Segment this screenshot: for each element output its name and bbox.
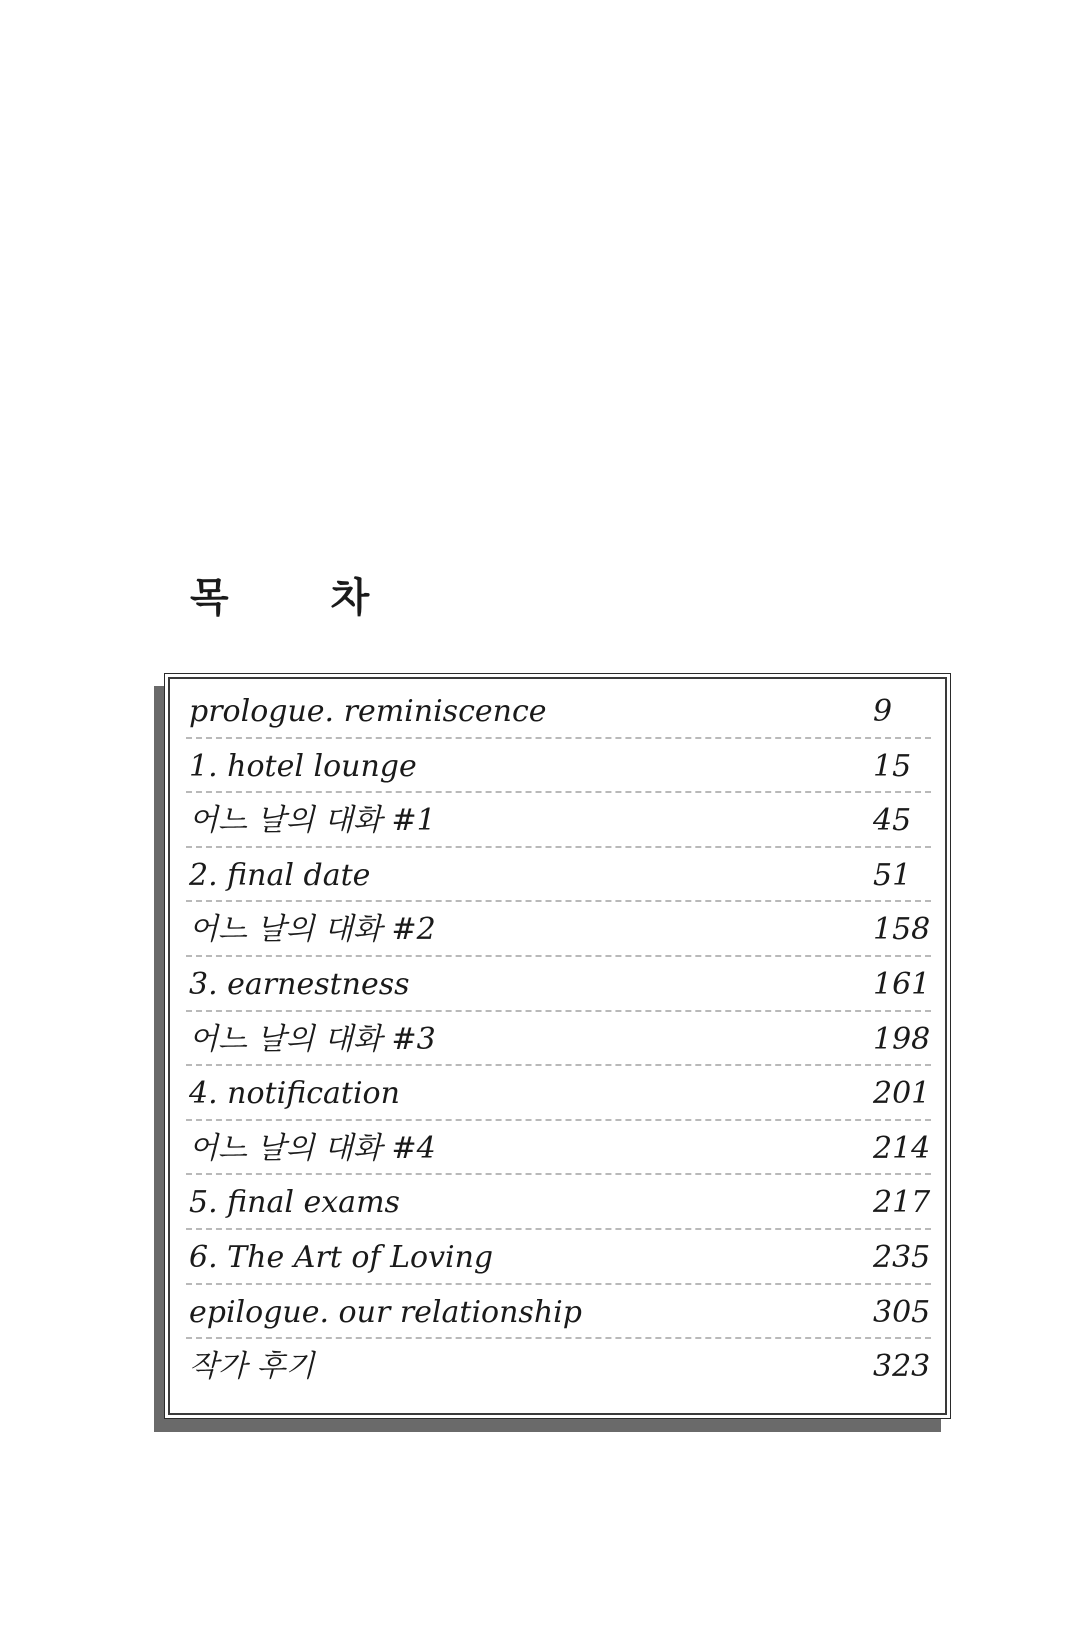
toc-entry-title: 1. hotel lounge bbox=[189, 748, 417, 784]
toc-entry[interactable] bbox=[186, 1339, 931, 1394]
toc-entry-title: 4. notification bbox=[189, 1076, 400, 1112]
toc-entry-page: 45 bbox=[873, 803, 912, 839]
toc-box bbox=[164, 673, 951, 1419]
toc-entry-title: 5. final exams bbox=[189, 1185, 400, 1221]
toc-entry-page: 198 bbox=[873, 1021, 931, 1057]
toc-entry[interactable] bbox=[186, 1121, 931, 1176]
toc-entry-page: 305 bbox=[873, 1294, 931, 1330]
toc-list bbox=[186, 684, 931, 1394]
toc-entry-page: 214 bbox=[873, 1130, 931, 1166]
toc-entry-page: 201 bbox=[873, 1076, 931, 1112]
toc-entry-title: 어느 날의 대화 #1 bbox=[189, 803, 436, 839]
toc-entry-title: 작가 후기 bbox=[189, 1349, 315, 1385]
toc-entry-page: 158 bbox=[873, 912, 931, 948]
toc-entry-page: 51 bbox=[873, 857, 912, 893]
toc-entry[interactable] bbox=[186, 902, 931, 957]
toc-entry-title: 어느 날의 대화 #2 bbox=[189, 912, 436, 948]
toc-entry[interactable] bbox=[186, 684, 931, 739]
toc-entry-page: 9 bbox=[873, 694, 893, 729]
toc-entry-title: 어느 날의 대화 #4 bbox=[189, 1130, 436, 1166]
toc-entry[interactable] bbox=[186, 848, 931, 903]
toc-entry[interactable] bbox=[186, 739, 931, 794]
toc-entry-page: 217 bbox=[873, 1185, 931, 1221]
toc-entry-page: 323 bbox=[873, 1349, 931, 1385]
toc-entry[interactable] bbox=[186, 793, 931, 848]
toc-entry-title: 6. The Art of Loving bbox=[189, 1239, 494, 1275]
toc-entry-page: 235 bbox=[873, 1239, 931, 1275]
toc-entry[interactable] bbox=[186, 1285, 931, 1340]
toc-entry[interactable] bbox=[186, 1012, 931, 1067]
toc-entry-title: 어느 날의 대화 #3 bbox=[189, 1021, 436, 1057]
toc-entry-title: 2. final date bbox=[189, 857, 371, 893]
toc-entry[interactable] bbox=[186, 957, 931, 1012]
toc-entry[interactable] bbox=[186, 1066, 931, 1121]
toc-entry[interactable] bbox=[186, 1230, 931, 1285]
toc-entry-title: epilogue. our relationship bbox=[189, 1294, 582, 1330]
toc-entry[interactable] bbox=[186, 1175, 931, 1230]
toc-entry-page: 161 bbox=[873, 966, 931, 1002]
toc-entry-title: 3. earnestness bbox=[189, 966, 410, 1002]
toc-entry-page: 15 bbox=[873, 748, 912, 784]
toc-heading: 목 차 bbox=[190, 575, 414, 621]
toc-entry-title: prologue. reminiscence bbox=[189, 694, 547, 729]
